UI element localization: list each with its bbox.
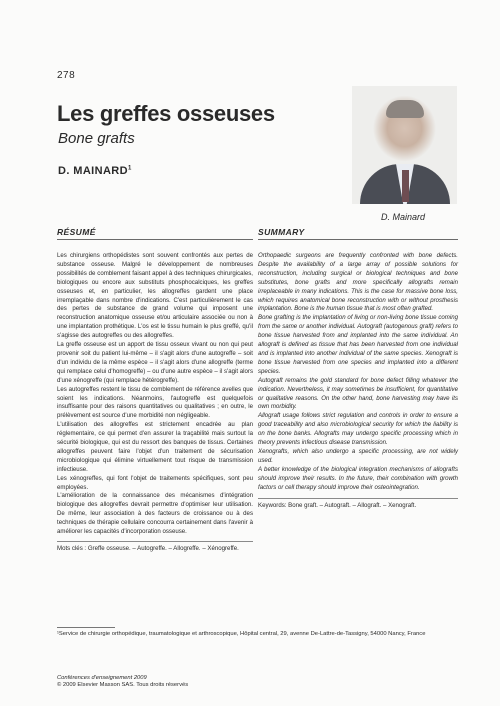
resume-column [57, 227, 253, 552]
footnote-divider [57, 627, 115, 628]
keywords-divider [258, 498, 458, 499]
journal-name: Conférences d'enseignement 2009 [57, 675, 147, 681]
resume-paragraph: Les chirurgiens orthopédistes sont souvent confrontés aux pertes de substance osseuse. Malgré le développement de nombreuses possibilités de comblement faisant appel à des techniques chirurgicales, biologiques ou encore aux substituts phosphocalciques, les greffes osseuses et, en particulier, les allogreffes gardent une place irremplaçable dans nombre d'indications. C'est particulièrement le cas des pertes de substance de grand volume qui imposent une reconstruction anatomique osseuse et/ou articulaire associée ou non à une implantation prothétique. L'os est le tissu humain le plus greffé, qu'il s'agisse des autogreffes ou des allogreffes. [57, 252, 253, 340]
summary-column [258, 227, 458, 509]
article-title: Les greffes osseuses [57, 101, 275, 126]
resume-paragraph: La greffe osseuse est un apport de tissu osseux vivant ou non qui peut provenir soit du patient lui-même – il s'agit alors d'une autogreffe – soit d'un individu de la même espèce – il s'agit alors d'une allogreffe (terme qui remplace celui d'homogreffe) – ou d'une autre espèce – il s'agit alors d'une xénogreffe (qui remplace hétérogreffe). [57, 341, 253, 384]
author-name: D. MAINARD [58, 165, 128, 177]
resume-paragraph: Les autogreffes restent le tissu de comblement de référence avelles que soient les indications. Néanmoins, l'autogreffe est quelquefois insuffisante pour des raisons quantitatives ou qualitatives ; en outre, le prélèvement est source d'une morbidité non négligeable. [57, 385, 253, 420]
summary-paragraph: Allograft usage follows strict regulation and controls in order to ensure a good traceability and also microbiological security for which the liability is on the bone banks. Allografts may undergo specific processing which in theory prevents infectious disease transmission. [258, 412, 458, 447]
keywords-divider [57, 541, 253, 542]
summary-paragraph: Bone grafting is the implantation of living or non-living bone tissue coming from the same or another individual. Autograft (autogenous graft) refers to bone tissue harvested from and implanted into the same individual. An allograft is defined as tissue that has been harvested from one individual and is implanted into another individual of the same species. Xenograft is bone tissue harvested from one species and implanted into a different species. [258, 314, 458, 375]
author-photo [352, 86, 457, 204]
article-subtitle: Bone grafts [58, 130, 135, 147]
photo-caption: D. Mainard [381, 212, 426, 222]
resume-body [57, 252, 253, 537]
resume-paragraph: L'amélioration de la connaissance des mécanismes d'intégration biologique des allogreffes devrait permettre d'optimiser leur utilisation. De même, leur association à des facteurs de croissance ou à des techniques de thérapie cellulaire concourra certainement dans l'avenir à améliorer les capacités d'incorporation osseuse. [57, 492, 253, 536]
copyright-notice: © 2009 Elsevier Masson SAS. Tous droits réservés [57, 682, 189, 688]
summary-paragraph: Orthopaedic surgeons are frequently confronted with bone defects. Despite the availability of a large array of possible solutions for reconstruction, including surgical or biological techniques and bone substitutes, bone grafts and more specifically allografts remain irreplaceable in many indications. This is the case for massive bone loss, which requires anatomical bone reconstruction with or without prosthesis implantation. Bone is the human tissue that is most often grafted. [258, 252, 458, 313]
author [58, 165, 132, 177]
summary-keywords: Keywords: Bone graft. – Autograft. – Allograft. – Xenograft. [258, 502, 417, 510]
resume-keywords: Mots clés : Greffe osseuse. – Autogreffe. – Allogreffe. – Xénogreffe. [57, 545, 239, 552]
summary-body [258, 252, 458, 492]
resume-paragraph: L'utilisation des allogreffes est strictement encadrée au plan réglementaire, ce qui permet d'en assurer la traçabilité mais surtout la sécurité biologique, qui est du ressort des banques de tissus. Certaines allogreffes peuvent faire l'objet d'un traitement de sécurisation microbiologique qui élimine virtuellement tout risque de transmission infectieuse. [57, 421, 253, 473]
summary-heading: SUMMARY [258, 227, 458, 240]
resume-paragraph: Les xénogreffes, qui font l'objet de traitements spécifiques, sont peu employées. [57, 474, 253, 491]
summary-paragraph: A better knowledge of the biological integration mechanisms of allografts should improve their results. In the future, their combination with growth factors or cell therapy should improve their osteointegration. [258, 465, 458, 491]
page-number: 278 [57, 70, 76, 81]
affiliation-footnote: ¹Service de chirurgie orthopédique, traumatologique et arthroscopique, Hôpital central, 29, avenne De-Lattre-de-Tassigny, 54000 Nancy, France [57, 631, 426, 637]
author-affiliation-mark: 1 [128, 165, 132, 172]
summary-paragraph: Autograft remains the gold standard for bone defect filling whatever the indication. Nevertheless, it may sometimes be insufficient, for quantitative or qualitative reasons. On the other hand, bone harvesting may have its own morbidity. [258, 376, 458, 411]
summary-paragraph: Xenografts, which also undergo a specific processing, are not widely used. [258, 447, 458, 464]
resume-heading: RÉSUMÉ [57, 227, 253, 240]
